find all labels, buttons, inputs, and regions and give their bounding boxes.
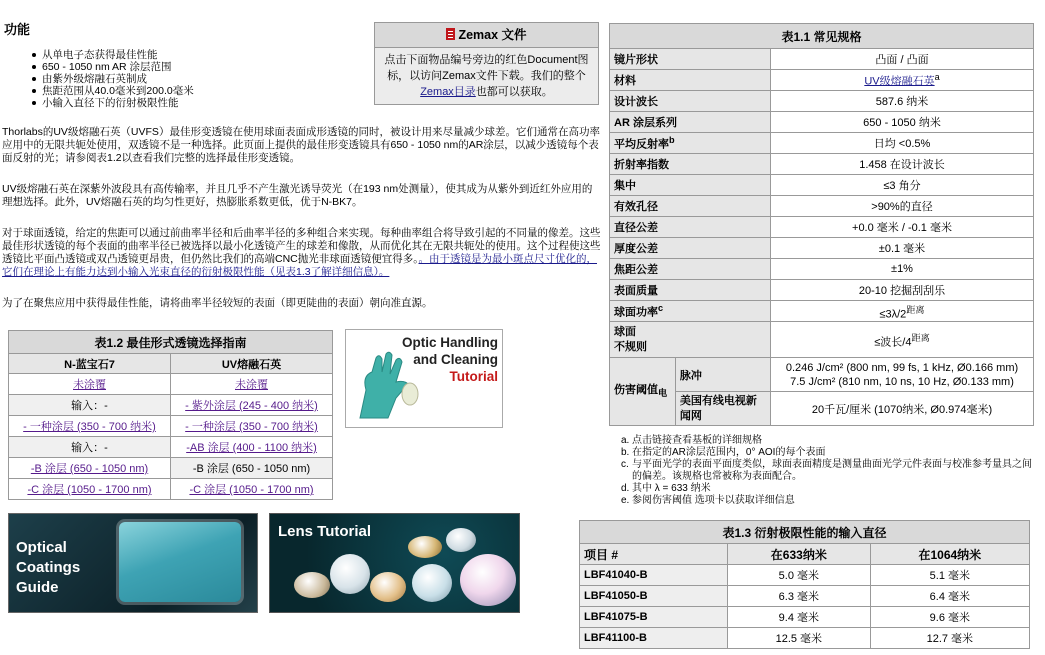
feature-item: 焦距范围从40.0毫米到200.0毫米 (42, 85, 194, 97)
product-link[interactable]: - 一种涂层 (350 - 700 纳米) (23, 421, 156, 433)
footnote-text: 参阅伤害阈值 选项卡以获取详细信息 (632, 495, 795, 506)
table-row (580, 586, 1030, 607)
lens-icon (412, 564, 452, 602)
column-header: UV熔融石英 (171, 354, 333, 374)
pulse-value: 7.5 J/cm² (810 nm, 10 ns, 10 Hz, Ø0.133 mm) (790, 375, 1014, 388)
product-link[interactable]: 未涂覆 (73, 379, 106, 391)
spec-subkey: 脉冲 (675, 358, 770, 392)
common-specs-table (609, 23, 1034, 426)
spec-key: 集中 (610, 175, 771, 196)
selection-guide-table (8, 330, 333, 500)
footnote (621, 447, 1033, 459)
material-paragraph: UV级熔融石英在深紫外波段具有高传输率，并且几乎不产生激光诱导荧光（在193 nm处测量），使其成为从紫外到近红外应用的理想选择。此外，UV熔融石英的均匀性更好，热膨胀系数更低，优于N-BK7。 (2, 183, 593, 208)
diffraction-link[interactable]: 。由于透镜是为最小斑点尺寸优化的，它们在理论上有能力达到小输入光束直径的衍射极限性能（见表1.3了解详细信息）。 (2, 253, 597, 278)
zemax-text-end: 也都可以获取。 (475, 86, 553, 98)
table-row (610, 358, 1034, 392)
product-link[interactable]: 未涂覆 (235, 379, 268, 391)
diffraction-table-caption: 表1.3 衍射极限性能的输入直径 (580, 521, 1030, 544)
spec-key (610, 301, 771, 322)
spec-value: 20千瓦/厘米 (1070纳米, Ø0.974毫米) (771, 392, 1034, 426)
spec-value: ≤3 角分 (771, 175, 1034, 196)
spec-value: 凸面 / 凸面 (771, 49, 1034, 70)
spec-key: 厚度公差 (610, 238, 771, 259)
spec-value-text: ≤波长/4 (874, 336, 912, 349)
spec-value (771, 301, 1034, 322)
spec-key: 镜片形状 (610, 49, 771, 70)
column-header: N-蓝宝石7 (9, 354, 171, 374)
spec-key-text: 伤害阈值 (614, 383, 658, 396)
table-cell: 6.4 毫米 (870, 586, 1029, 607)
table-row (580, 607, 1030, 628)
footnote-mark: e. (621, 495, 630, 506)
spec-key (610, 133, 771, 154)
footnote (621, 483, 1033, 495)
zemax-catalog-link[interactable]: Zemax目录 (420, 86, 476, 98)
spec-key: 焦距公差 (610, 259, 771, 280)
spec-key: 有效孔径 (610, 196, 771, 217)
zemax-text: 点击下面物品编号旁边的红色Document图标，以访问Zemax文件下载。我们的整个 (384, 54, 589, 82)
diffraction-limited-table (579, 520, 1030, 649)
features-list (42, 49, 194, 109)
superscript: 距离 (906, 304, 925, 315)
table-cell: 12.5 毫米 (728, 628, 871, 649)
zemax-header (375, 23, 598, 48)
product-link[interactable]: - 一种涂层 (350 - 700 纳米) (185, 421, 318, 433)
optical-coatings-guide-banner[interactable] (8, 513, 258, 613)
coatings-line: Coatings (16, 559, 81, 576)
zemax-panel (374, 22, 599, 105)
table-row (610, 175, 1034, 196)
table-row (610, 259, 1034, 280)
table-cell: 9.6 毫米 (870, 607, 1029, 628)
table-row (610, 91, 1034, 112)
table-row (9, 437, 333, 458)
spec-value: 650 - 1050 纳米 (771, 112, 1034, 133)
focusing-paragraph: 为了在聚焦应用中获得最佳性能，请将曲率半径较短的表面（即更陡曲的表面）朝向准直源。 (2, 297, 433, 309)
footnote-text: 与平面光学的表面平面度类似，球面表面精度是测量曲面光学元件表面与校准参考量具之间的偏差。该规格也常被称为表面配合。 (632, 459, 1032, 482)
table-cell: 5.1 毫米 (870, 565, 1029, 586)
spec-value: 587.6 纳米 (771, 91, 1034, 112)
footnote-mark: 电 (658, 388, 668, 399)
feature-item: 从单电子态获得最佳性能 (42, 49, 194, 61)
spec-value (771, 358, 1034, 392)
selection-table-caption: 表1.2 最佳形式透镜选择指南 (9, 331, 333, 354)
spec-subkey: 美国有线电视新闻网 (675, 392, 770, 426)
lens-tutorial-title: Lens Tutorial (278, 523, 372, 540)
table-cell: 6.3 毫米 (728, 586, 871, 607)
spec-key: 设计波长 (610, 91, 771, 112)
table-row (610, 154, 1034, 175)
spec-key: 折射率指数 (610, 154, 771, 175)
product-link[interactable]: -C 涂层 (1050 - 1700 nm) (189, 484, 314, 496)
footnote-mark: d. (621, 483, 630, 494)
handling-line: Tutorial (449, 369, 498, 384)
lens-icon (370, 572, 406, 602)
handling-title (402, 334, 498, 385)
material-link[interactable]: UV级熔融石英 (864, 75, 935, 88)
table-cell: 输入：- (9, 395, 171, 416)
optic-handling-banner[interactable] (345, 329, 503, 428)
footnote-mark: b. (621, 447, 630, 458)
spec-value (771, 70, 1034, 91)
intro-paragraph: Thorlabs的UV级熔融石英（UVFS）最佳形变透镜在使用球面表面成形透镜的同时，被设计用来尽量减少球差。它们通常在高功率应用中的无限共轭处使用，双透镜不是一种选择。此页面上提供的最佳形变透镜具有650 - 1050 nm的AR涂层，以减少透镜每个表面反射的光；请参阅表1.2以查看我们完整的选择最佳形变透镜。 (2, 126, 600, 164)
table-row (610, 196, 1034, 217)
table-row (610, 133, 1034, 154)
spec-footnotes (621, 435, 1033, 507)
spec-value: >90%的直径 (771, 196, 1034, 217)
footnote-text: 其中 λ = 633 纳米 (632, 483, 711, 494)
handling-line: Optic Handling (402, 335, 498, 350)
footnote-text: 点击链接查看基板的详细规格 (632, 435, 762, 446)
zemax-body (375, 48, 598, 104)
spec-value: 20-10 挖掘刮刮乐 (771, 280, 1034, 301)
table-row (9, 458, 333, 479)
table-row (9, 479, 333, 500)
lens-icon (446, 528, 476, 552)
product-link[interactable]: -C 涂层 (1050 - 1700 nm) (27, 484, 152, 496)
table-row (9, 374, 333, 395)
lens-icon (294, 572, 330, 598)
item-number: LBF41040-B (580, 565, 728, 586)
footnote (621, 495, 1033, 507)
spec-key: 材料 (610, 70, 771, 91)
table-row (610, 70, 1034, 91)
spec-key: 直径公差 (610, 217, 771, 238)
spec-key (610, 358, 676, 426)
spec-value: 1.458 在设计波长 (771, 154, 1034, 175)
spec-key: 表面质量 (610, 280, 771, 301)
footnote-text: 在指定的AR涂层范围内，0° AOI的每个表面 (632, 447, 826, 458)
coatings-line: Optical (16, 539, 67, 556)
spec-value (771, 322, 1034, 358)
footnote (621, 459, 1033, 483)
spec-value: ±1% (771, 259, 1034, 280)
column-header: 项目 # (580, 544, 728, 565)
spec-key: AR 涂层系列 (610, 112, 771, 133)
feature-item: 小输入直径下的衍射极限性能 (42, 97, 194, 109)
table-cell: 9.4 毫米 (728, 607, 871, 628)
footnote-mark: b (669, 134, 675, 145)
spec-key-text: 平均反射率 (614, 138, 669, 151)
lens-icon (460, 554, 516, 606)
footnote-mark: a (934, 71, 940, 82)
item-number: LBF41075-B (580, 607, 728, 628)
document-icon[interactable] (446, 28, 455, 40)
spec-value: ±0.1 毫米 (771, 238, 1034, 259)
lens-tutorial-banner[interactable] (269, 513, 520, 613)
table-cell: 5.0 毫米 (728, 565, 871, 586)
table-row (610, 238, 1034, 259)
feature-item: 650 - 1050 nm AR 涂层范围 (42, 61, 194, 73)
footnote-mark: a. (621, 435, 630, 446)
zemax-title: Zemax 文件 (458, 28, 527, 42)
table-row (580, 565, 1030, 586)
item-number: LBF41100-B (580, 628, 728, 649)
spec-value: +0.0 毫米 / -0.1 毫米 (771, 217, 1034, 238)
product-link[interactable]: -AB 涂层 (400 - 1100 纳米) (186, 442, 317, 454)
lens-icon (330, 554, 370, 594)
table-row (9, 395, 333, 416)
table-row (610, 112, 1034, 133)
spec-key: 球面 不规则 (610, 322, 771, 358)
table-row (610, 49, 1034, 70)
footnote (621, 435, 1033, 447)
coatings-title (16, 538, 80, 598)
table-row (610, 280, 1034, 301)
spec-value-text: ≤3λ/2 (879, 308, 907, 321)
handling-line: and Cleaning (413, 352, 498, 367)
design-paragraph (2, 227, 602, 279)
footnote-mark: c (658, 302, 664, 313)
spec-key-text: 球面功率 (614, 306, 658, 319)
pulse-value: 0.246 J/cm² (800 nm, 99 fs, 1 kHz, Ø0.166 mm) (785, 361, 1019, 374)
coatings-line: Guide (16, 579, 59, 596)
table-cell: 输入：- (9, 437, 171, 458)
footnote-mark: c. (621, 459, 629, 470)
table-row (610, 322, 1034, 358)
coated-optic-icon (119, 522, 241, 602)
table-row (580, 628, 1030, 649)
table-row (610, 217, 1034, 238)
spec-table-caption: 表1.1 常见规格 (610, 24, 1034, 49)
feature-item: 由紫外级熔融石英制成 (42, 73, 194, 85)
features-heading: 功能 (4, 22, 31, 37)
item-number: LBF41050-B (580, 586, 728, 607)
table-cell: -B 涂层 (650 - 1050 nm) (171, 458, 333, 479)
table-row (610, 301, 1034, 322)
design-paragraph-text: 对于球面透镜，给定的焦距可以通过前曲率半径和后曲率半径的多种组合来实现。每种曲率组合将导致引起的不同量的像差。这些最佳形状透镜的每个表面的曲率半径已被选择以最小化透镜产生的球差和像散，从而优化其在无限共轭处的使用。这个过程使这些透镜比平面凸透镜或双凸透镜更昂贵，但仍然比我们的高端CNC抛光非球面透镜便宜得多。 (2, 227, 601, 265)
column-header: 在1064纳米 (870, 544, 1029, 565)
table-row (9, 416, 333, 437)
product-link[interactable]: - 紫外涂层 (245 - 400 纳米) (185, 400, 318, 412)
spec-value: 日均 <0.5% (771, 133, 1034, 154)
lens-icon (408, 536, 442, 558)
table-cell: 12.7 毫米 (870, 628, 1029, 649)
column-header: 在633纳米 (728, 544, 871, 565)
superscript: 距离 (911, 332, 930, 343)
product-link[interactable]: -B 涂层 (650 - 1050 nm) (30, 463, 149, 475)
